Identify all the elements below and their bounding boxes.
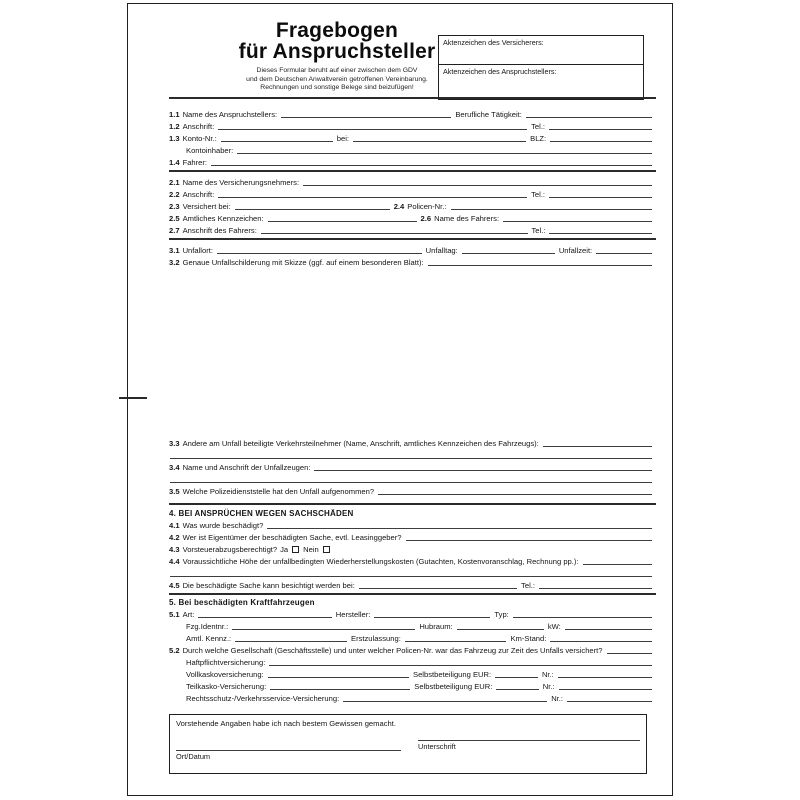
- field-number: 3.4: [169, 463, 180, 472]
- field-label: Selbstbeteiligung EUR:: [414, 682, 493, 691]
- blank-fill-line: [235, 207, 390, 210]
- blank-fill-line: [267, 526, 652, 529]
- field-label: Vollkaskoversicherung:: [186, 670, 264, 679]
- field-label: Amtl. Kennz.:: [186, 634, 232, 643]
- claimant-file-ref-box: [438, 64, 644, 100]
- field-number: 4. BEI ANSPRÜCHEN WEGEN SACHSCHÄDEN: [169, 509, 354, 518]
- claimant-file-ref-label: Aktenzeichen des Anspruchstellers:: [443, 66, 557, 76]
- form-row: [169, 531, 656, 543]
- blank-fill-line: [303, 183, 652, 186]
- field-label: Erstzulassung:: [351, 634, 401, 643]
- field-number: 3.1: [169, 246, 180, 255]
- field-number: 4.2: [169, 533, 180, 542]
- field-label: Fzg.Identnr.:: [186, 622, 229, 631]
- blank-fill-line: [270, 687, 410, 690]
- field-label: Art:: [182, 610, 195, 619]
- insurer-file-ref-label: Aktenzeichen des Versicherers:: [443, 38, 544, 47]
- field-label: Kontoinhaber:: [186, 146, 234, 155]
- blank-fill-line: [583, 562, 652, 565]
- blank-fill-line: [314, 468, 652, 471]
- blank-fill-line: [269, 663, 652, 666]
- field-label: Haftpflichtversicherung:: [186, 658, 266, 667]
- blank-fill-line: [218, 127, 527, 130]
- sketch-area: [169, 268, 656, 437]
- section-accident: [169, 244, 656, 497]
- field-number: 1.2: [169, 122, 180, 131]
- field-number: 1.4: [169, 158, 180, 167]
- blank-fill-line: [268, 219, 417, 222]
- form-row: [169, 108, 656, 120]
- field-label: Welche Polizeidienststelle hat den Unfall aufgenommen?: [182, 487, 375, 496]
- field-number: 2.5: [169, 214, 180, 223]
- form-row: [169, 692, 656, 704]
- field-number: 1.1: [169, 110, 180, 119]
- place-date-label: Ort/Datum: [176, 752, 211, 761]
- form-row: [169, 473, 656, 485]
- field-label: Unfallort:: [182, 246, 213, 255]
- field-number: 2.4: [393, 202, 405, 211]
- field-number: 5. Bei beschädigten Kraftfahrzeugen: [169, 598, 315, 607]
- form-row: [169, 485, 656, 497]
- field-number: 4.1: [169, 521, 180, 530]
- blank-fill-line: [539, 586, 652, 589]
- blank-fill-line: [170, 456, 652, 459]
- section-heading: [169, 596, 656, 608]
- page-title-line2: für Anspruchsteller: [238, 40, 436, 63]
- file-reference-boxes: [438, 35, 644, 100]
- signature-label: Unterschrift: [418, 742, 456, 751]
- field-label: Was wurde beschädigt?: [182, 521, 264, 530]
- place-date-field: [176, 749, 401, 761]
- form-row: [169, 256, 656, 268]
- field-number: 2.2: [169, 190, 180, 199]
- blank-fill-line: [596, 251, 652, 254]
- blank-fill-line: [406, 538, 652, 541]
- form-row: [169, 200, 656, 212]
- blank-fill-line: [378, 492, 652, 495]
- field-label: Anschrift des Fahrers:: [182, 226, 257, 235]
- section-vehicle: [169, 596, 656, 704]
- blank-fill-line: [217, 251, 422, 254]
- blank-fill-line: [513, 615, 652, 618]
- field-label: Genaue Unfallschilderung mit Skizze (ggf. auf einem besonderen Blatt):: [182, 258, 424, 267]
- blank-fill-line: [549, 127, 652, 130]
- field-label: Berufliche Tätigkeit:: [455, 110, 522, 119]
- field-label: Anschrift:: [182, 190, 215, 199]
- field-label: Unfalltag:: [425, 246, 458, 255]
- signature-line: [418, 739, 640, 741]
- section-claimant: [169, 108, 656, 168]
- field-label: Name des Fahrers:: [434, 214, 500, 223]
- blank-fill-line: [281, 115, 451, 118]
- field-label: Tel.:: [531, 122, 546, 131]
- field-label: BLZ:: [530, 134, 547, 143]
- field-label: Amtliches Kennzeichen:: [182, 214, 264, 223]
- field-label: Vorsteuerabzugsberechtigt?: [182, 545, 278, 554]
- fold-mark: [119, 397, 147, 399]
- form-row: [169, 176, 656, 188]
- subtitle-line: Dieses Formular beruht auf einer zwischen dem GDV: [256, 67, 418, 74]
- field-label: Durch welche Gesellschaft (Geschäftsstelle) und unter welcher Policen-Nr. war das Fahrzeug zur Zeit des Unfalls versichert?: [182, 646, 603, 655]
- field-number: 3.5: [169, 487, 180, 496]
- section-heading: [169, 507, 656, 519]
- field-number: 4.4: [169, 557, 180, 566]
- subtitle-line: Rechnungen und sonstige Belege sind beizufügen!: [260, 84, 414, 92]
- blank-fill-line: [549, 195, 652, 198]
- form-row: [169, 567, 656, 579]
- subtitle-line: und dem Deutschen Anwaltverein getroffenen Vereinbarung.: [246, 75, 428, 83]
- field-label: Nr.:: [551, 694, 564, 703]
- blank-fill-line: [495, 675, 538, 678]
- separator: [169, 503, 656, 505]
- field-label: Andere am Unfall beteiligte Verkehrsteilnehmer (Name, Anschrift, amtliches Kennzeichen des Fahrzeugs):: [182, 439, 539, 448]
- field-label: Typ:: [494, 610, 509, 619]
- form-row: [169, 461, 656, 473]
- separator: [169, 97, 656, 99]
- form-row: [169, 212, 656, 224]
- checkbox-icon: [292, 546, 299, 553]
- declaration-statement: Vorstehende Angaben habe ich nach bestem Gewissen gemacht.: [176, 719, 396, 728]
- blank-fill-line: [343, 699, 547, 702]
- field-label: bei:: [336, 134, 350, 143]
- blank-fill-line: [359, 586, 517, 589]
- form-row: [169, 656, 656, 668]
- insurer-file-ref-box: [438, 35, 644, 65]
- field-number: 5.1: [169, 610, 180, 619]
- form-row: [169, 543, 656, 555]
- field-number: 4.5: [169, 581, 180, 590]
- field-number: 3.2: [169, 258, 180, 267]
- field-number: 1.3: [169, 134, 180, 143]
- field-label: Anschrift:: [182, 122, 215, 131]
- field-label: Hubraum:: [419, 622, 453, 631]
- field-number: 5.2: [169, 646, 180, 655]
- field-label: Nein: [303, 545, 319, 554]
- field-label: Nr.:: [541, 670, 554, 679]
- blank-fill-line: [543, 444, 652, 447]
- field-number: 3.3: [169, 439, 180, 448]
- form-row: [169, 437, 656, 449]
- form-row: [169, 519, 656, 531]
- blank-fill-line: [550, 139, 652, 142]
- blank-fill-line: [218, 195, 527, 198]
- field-label: Fahrer:: [182, 158, 208, 167]
- checkbox-icon: [323, 546, 330, 553]
- field-label: Ja: [280, 545, 289, 554]
- signature-box: [169, 714, 647, 774]
- blank-fill-line: [232, 627, 415, 630]
- form-row: [169, 449, 656, 461]
- blank-fill-line: [457, 627, 544, 630]
- section-property-damage: [169, 507, 656, 591]
- form-row: [169, 244, 656, 256]
- blank-fill-line: [170, 574, 652, 577]
- separator: [169, 593, 656, 595]
- field-number: 2.1: [169, 178, 180, 187]
- blank-fill-line: [565, 627, 652, 630]
- blank-fill-line: [567, 699, 652, 702]
- place-date-line: [176, 749, 401, 751]
- field-label: Wer ist Eigentümer der beschädigten Sache, evtl. Leasinggeber?: [182, 533, 402, 542]
- field-label: Nr.:: [542, 682, 555, 691]
- field-label: Tel.:: [531, 190, 546, 199]
- form-row: [169, 555, 656, 567]
- field-label: Name des Anspruchstellers:: [182, 110, 278, 119]
- form-row: [169, 608, 656, 620]
- form-row: [169, 144, 656, 156]
- field-label: Die beschädigte Sache kann besichtigt werden bei:: [182, 581, 355, 590]
- blank-fill-line: [428, 263, 652, 266]
- blank-fill-line: [170, 480, 652, 483]
- field-label: Rechtsschutz-/Verkehrsservice-Versicherung:: [186, 694, 340, 703]
- blank-fill-line: [451, 207, 653, 210]
- form-row: [169, 120, 656, 132]
- form-row: [169, 132, 656, 144]
- field-label: Name des Versicherungsnehmers:: [182, 178, 300, 187]
- field-number: 2.7: [169, 226, 180, 235]
- blank-fill-line: [549, 231, 652, 234]
- form-page: [127, 3, 673, 796]
- field-number: 2.3: [169, 202, 180, 211]
- blank-fill-line: [526, 115, 652, 118]
- field-number: 4.3: [169, 545, 180, 554]
- form-row: [169, 632, 656, 644]
- form-row: [169, 668, 656, 680]
- blank-fill-line: [462, 251, 555, 254]
- field-label: Teilkasko-Versicherung:: [186, 682, 267, 691]
- blank-fill-line: [353, 139, 526, 142]
- separator: [169, 238, 656, 240]
- blank-fill-line: [607, 651, 652, 654]
- blank-fill-line: [268, 675, 409, 678]
- field-number: 2.6: [420, 214, 432, 223]
- blank-fill-line: [261, 231, 528, 234]
- blank-fill-line: [374, 615, 490, 618]
- blank-fill-line: [503, 219, 652, 222]
- form-row: [169, 188, 656, 200]
- field-label: Hersteller:: [335, 610, 371, 619]
- form-row: [169, 224, 656, 236]
- field-label: Selbstbeteiligung EUR:: [413, 670, 492, 679]
- form-row: [169, 156, 656, 168]
- signature-field: [418, 739, 640, 751]
- field-label: Km-Stand:: [510, 634, 547, 643]
- field-label: Name und Anschrift der Unfallzeugen:: [182, 463, 311, 472]
- field-label: Versichert bei:: [182, 202, 231, 211]
- blank-fill-line: [235, 639, 347, 642]
- blank-fill-line: [198, 615, 331, 618]
- blank-fill-line: [558, 675, 652, 678]
- form-row: [169, 579, 656, 591]
- field-label: Voraussichtliche Höhe der unfallbedingten Wiederherstellungskosten (Gutachten, Kostenvoranschlag, Rechnung pp.):: [182, 557, 579, 566]
- field-label: Tel.:: [531, 226, 546, 235]
- blank-fill-line: [496, 687, 538, 690]
- field-label: Tel.:: [521, 581, 535, 590]
- field-label: Policen-Nr.:: [407, 202, 447, 211]
- field-label: Konto-Nr.:: [182, 134, 217, 143]
- separator: [169, 170, 656, 172]
- blank-fill-line: [211, 163, 652, 166]
- field-label: kW:: [547, 622, 561, 631]
- blank-fill-line: [405, 639, 507, 642]
- blank-fill-line: [559, 687, 652, 690]
- form-row: [169, 620, 656, 632]
- blank-fill-line: [550, 639, 652, 642]
- blank-fill-line: [237, 151, 652, 154]
- form-row: [169, 644, 656, 656]
- blank-fill-line: [221, 139, 333, 142]
- form-row: [169, 680, 656, 692]
- field-label: Unfallzeit:: [558, 246, 593, 255]
- section-policyholder: [169, 176, 656, 236]
- page-title-line1: Fragebogen: [275, 19, 399, 42]
